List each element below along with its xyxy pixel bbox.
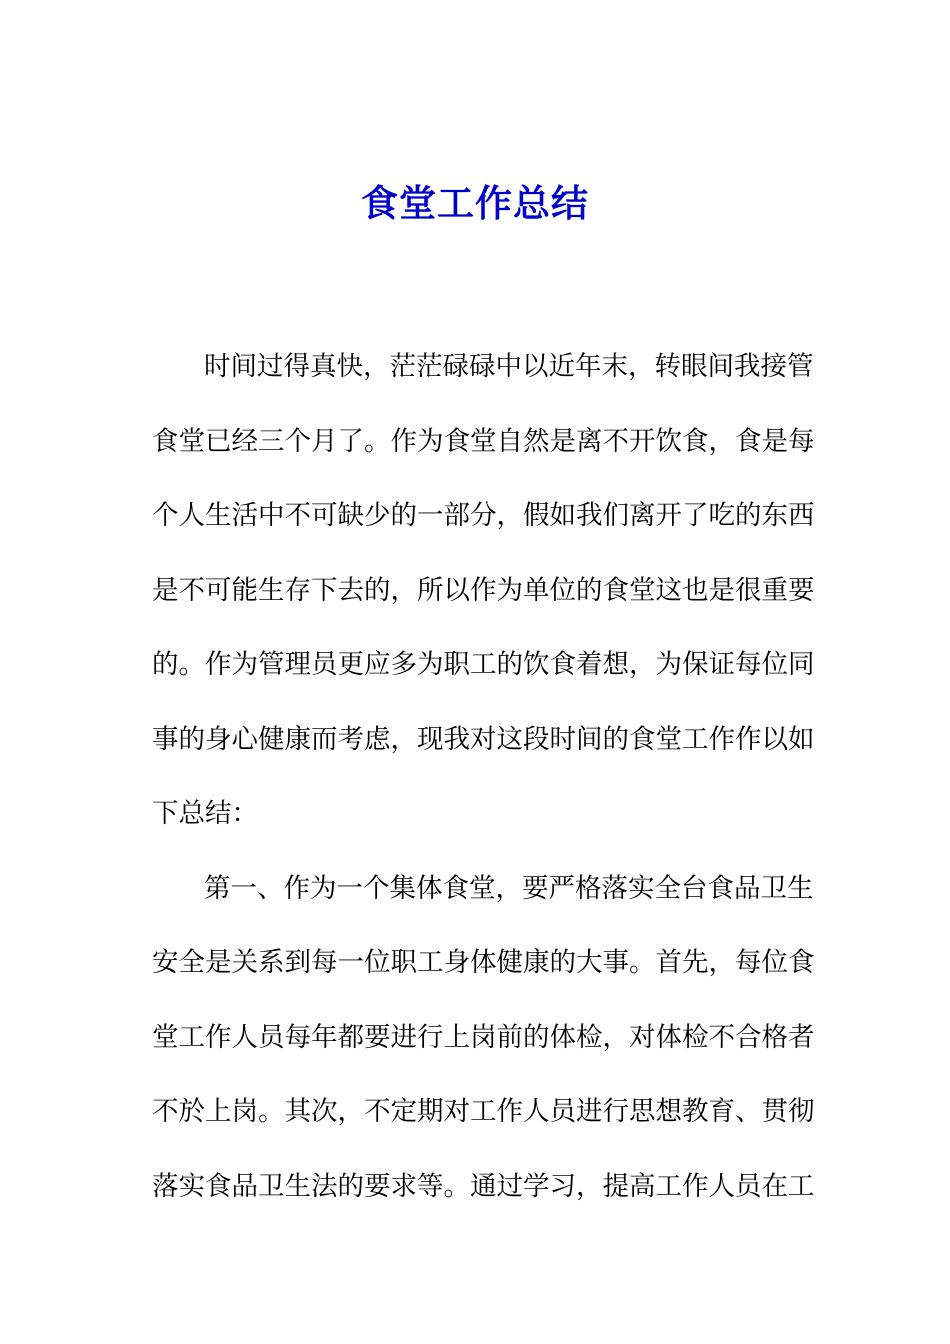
document-title: 食堂工作总结 bbox=[361, 181, 589, 225]
paragraph-1-line-4: 是不可能生存下去的，所以作为单位的食堂这也是很重要 bbox=[152, 574, 815, 606]
paragraph-1-line-7: 下总结： bbox=[152, 798, 258, 829]
paragraph-2-line-4: 不於上岗。其次，不定期对工作人员进行思想教育、贯彻 bbox=[152, 1096, 815, 1127]
document-body bbox=[152, 330, 815, 1224]
paragraph-1-line-1: 时间过得真快，茫茫碌碌中以近年末，转眼间我接管 bbox=[204, 351, 814, 382]
paragraph-1-line-5: 的。作为管理员更应多为职工的饮食着想，为保证每位同 bbox=[152, 649, 815, 680]
paragraph-2-line-5: 落实食品卫生法的要求等。通过学习，提高工作人员在工 bbox=[152, 1170, 815, 1202]
paragraph-1-line-2: 食堂已经三个月了。作为食堂自然是离不开饮食，食是每 bbox=[152, 425, 815, 457]
paragraph-2-line-3: 堂工作人员每年都要进行上岗前的体检，对体检不合格者 bbox=[152, 1021, 815, 1053]
paragraph-1-line-6: 事的身心健康而考虑，现我对这段时间的食堂工作作以如 bbox=[152, 723, 815, 755]
paragraph-2-line-1: 第一、作为一个集体食堂，要严格落实全台食品卫生 bbox=[204, 872, 814, 904]
paragraph-2-line-2: 安全是关系到每一位职工身体健康的大事。首先，每位食 bbox=[152, 947, 815, 978]
paragraph-1-line-3: 个人生活中不可缺少的一部分，假如我们离开了吃的东西 bbox=[152, 500, 815, 531]
